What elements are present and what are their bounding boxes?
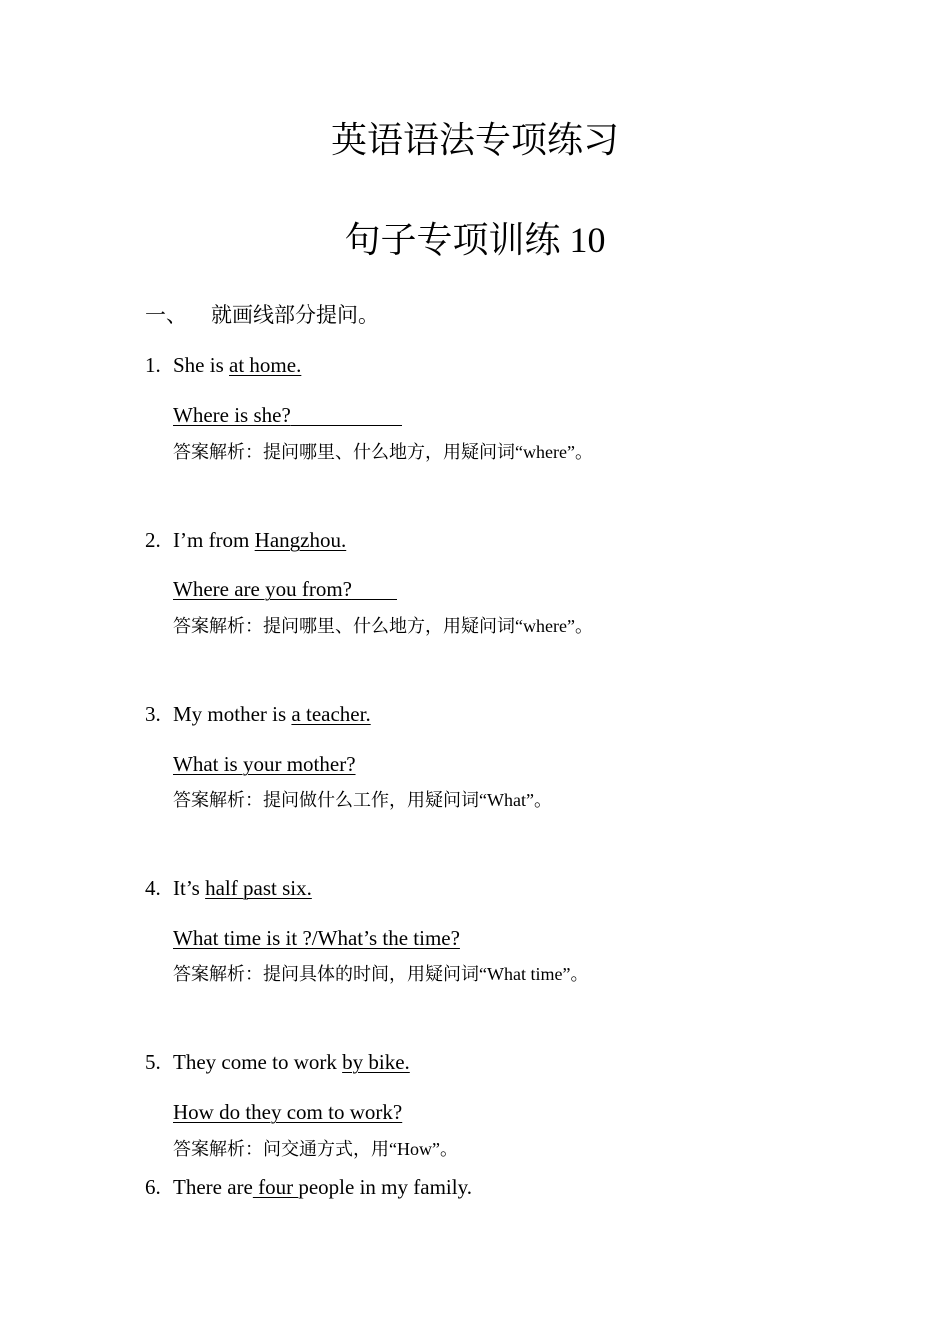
question-text: She is — [173, 353, 230, 377]
explanation-2: 答案解析：提问哪里、什么地方，用疑问词“where”。 — [173, 616, 593, 636]
question-number: 4. — [145, 876, 161, 900]
answer-3 — [173, 750, 356, 778]
question-number: 5. — [145, 1050, 161, 1074]
question-3 — [145, 700, 371, 728]
section-number: 一、 — [145, 303, 187, 327]
answer-text: Where is she? — [173, 403, 291, 427]
explanation-5: 答案解析：问交通方式，用“How”。 — [173, 1139, 458, 1159]
question-text: I’m from — [173, 528, 255, 552]
section-heading — [145, 301, 379, 329]
question-text: There are — [173, 1175, 253, 1199]
answer-text: Where are you from? — [173, 577, 352, 601]
question-number: 2. — [145, 528, 161, 552]
page-title: 英语语法专项练习 — [330, 120, 619, 160]
page-subtitle: 句子专项训练 10 — [344, 220, 606, 260]
question-number: 3. — [145, 702, 161, 726]
underlined-part: at home. — [229, 353, 302, 377]
question-5 — [145, 1048, 410, 1076]
answer-blank-line — [291, 424, 402, 426]
question-text: It’s — [173, 876, 206, 900]
question-text-end: people in my family. — [298, 1175, 472, 1199]
question-number: 1. — [145, 353, 161, 377]
answer-blank-line — [352, 598, 397, 600]
question-number: 6. — [145, 1175, 161, 1199]
underlined-part: a teacher. — [291, 702, 371, 726]
answer-4 — [173, 924, 460, 952]
underlined-part: half past six. — [205, 876, 312, 900]
explanation-4: 答案解析：提问具体的时间，用疑问词“What time”。 — [173, 964, 589, 984]
answer-1 — [173, 401, 402, 429]
question-4 — [145, 874, 312, 902]
answer-text: What time is it ?/What’s the time? — [173, 926, 460, 950]
underlined-part: by bike. — [342, 1050, 410, 1074]
question-1 — [145, 351, 301, 379]
explanation-3: 答案解析：提问做什么工作，用疑问词“What”。 — [173, 790, 552, 810]
question-text: They come to work — [173, 1050, 343, 1074]
answer-5 — [173, 1098, 402, 1126]
underlined-part: Hangzhou. — [254, 528, 347, 552]
section-instruction: 就画线部分提问。 — [211, 303, 379, 327]
question-6 — [145, 1173, 472, 1201]
answer-text: How do they com to work? — [173, 1100, 403, 1124]
answer-text: What is your mother? — [173, 752, 356, 776]
question-2 — [145, 526, 346, 554]
explanation-1: 答案解析：提问哪里、什么地方，用疑问词“where”。 — [173, 442, 593, 462]
question-text: My mother is — [173, 702, 292, 726]
answer-2 — [173, 575, 397, 603]
underlined-part: four — [252, 1175, 299, 1199]
